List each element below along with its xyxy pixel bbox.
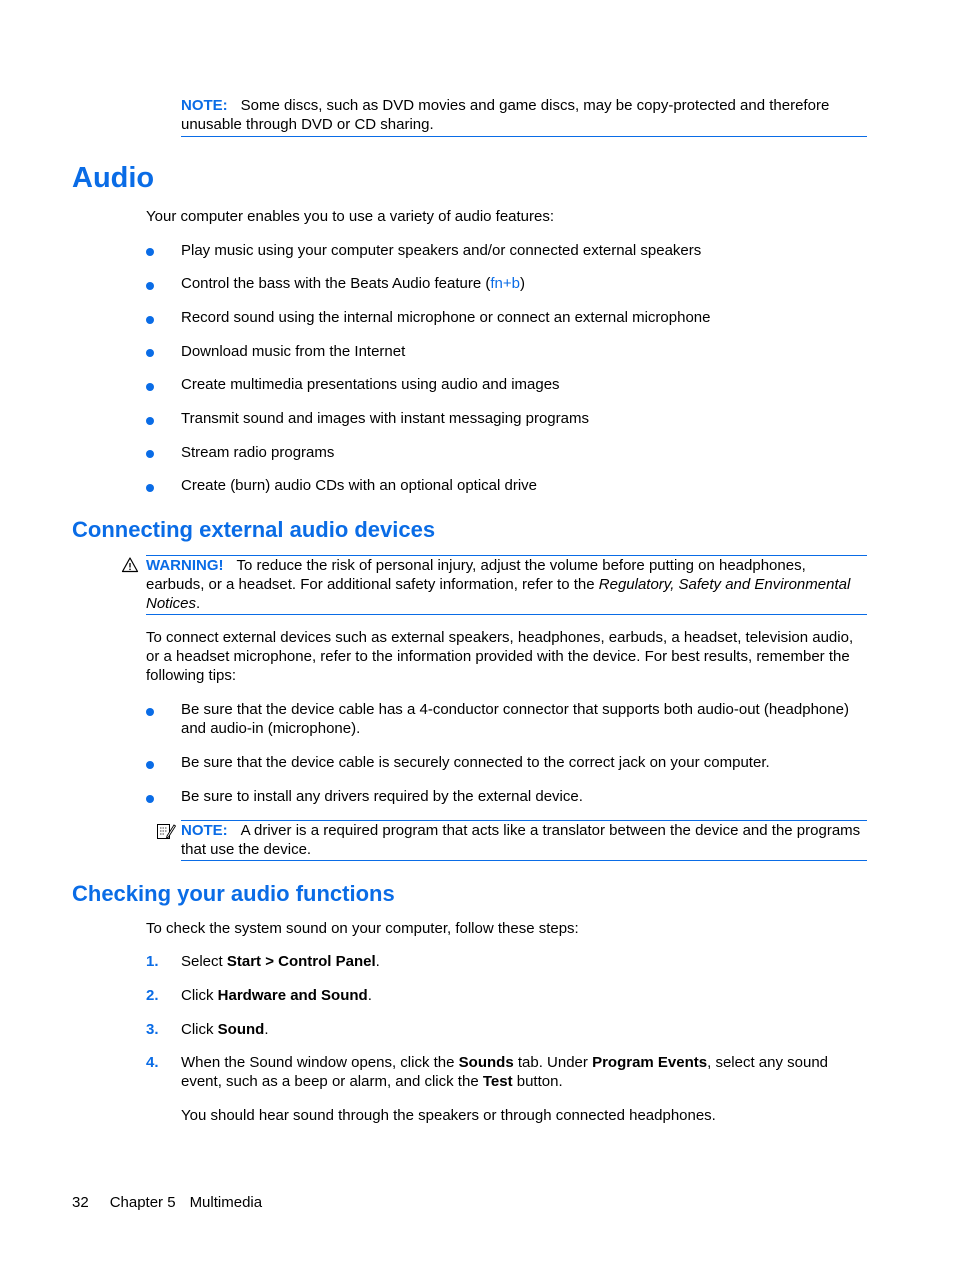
bullet-icon bbox=[146, 383, 154, 391]
list-item-text-end: ) bbox=[519, 275, 525, 292]
bullet-icon bbox=[146, 761, 154, 769]
bullet-icon bbox=[146, 349, 154, 357]
warning-text: To reduce the risk of personal injury, adjust the volume before putting on headphones, earbuds, or a headset. For additional safety information, refer to the bbox=[146, 557, 806, 593]
step-4 bbox=[181, 1053, 867, 1091]
step-bold: Hardware and Sound bbox=[217, 987, 368, 1004]
bullet-icon bbox=[146, 795, 154, 803]
driver-note bbox=[181, 820, 867, 861]
step-number: 4. bbox=[146, 1054, 159, 1071]
bullet-icon bbox=[146, 450, 154, 458]
chapter-label: Chapter 5 bbox=[109, 1194, 176, 1211]
list-item: Stream radio programs bbox=[181, 444, 335, 461]
chapter-title: Multimedia bbox=[189, 1194, 263, 1211]
warning-end: . bbox=[196, 595, 201, 612]
step-3 bbox=[181, 1020, 867, 1039]
list-item: Download music from the Internet bbox=[181, 343, 406, 360]
section-heading-checking: Checking your audio functions bbox=[72, 881, 395, 906]
note-label: NOTE: bbox=[181, 822, 228, 839]
step-bold: Sound bbox=[217, 1021, 265, 1038]
step-text: Select bbox=[181, 953, 227, 970]
step-text-end: button. bbox=[512, 1073, 563, 1090]
warning-italic-ref: Regulatory, Safety and Environmental Notices bbox=[146, 576, 851, 612]
step-number: 3. bbox=[146, 1021, 159, 1038]
list-item: Play music using your computer speakers and/or connected external speakers bbox=[181, 242, 702, 259]
note-text: A driver is a required program that acts like a translator between the device and the programs that use the device. bbox=[181, 822, 861, 858]
step-2 bbox=[181, 986, 867, 1005]
step-bold: Test bbox=[482, 1073, 513, 1090]
audio-intro: Your computer enables you to use a variety of audio features: bbox=[146, 208, 555, 225]
step-number: 2. bbox=[146, 987, 159, 1004]
bullet-icon bbox=[146, 484, 154, 492]
list-item: Create multimedia presentations using audio and images bbox=[181, 376, 560, 393]
warning-icon bbox=[121, 556, 139, 574]
step-text: tab. Under bbox=[513, 1054, 593, 1071]
step-text: Click bbox=[181, 987, 218, 1004]
list-item-text: Control the bass with the Beats Audio feature ( bbox=[181, 275, 491, 292]
bullet-icon bbox=[146, 316, 154, 324]
step-result: You should hear sound through the speakers or through connected headphones. bbox=[181, 1107, 716, 1124]
warning-box bbox=[146, 555, 867, 615]
bullet-icon bbox=[146, 417, 154, 425]
list-item: Transmit sound and images with instant messaging programs bbox=[181, 410, 589, 427]
warning-label: WARNING! bbox=[146, 557, 224, 574]
note-text: Some discs, such as DVD movies and game discs, may be copy-protected and therefore unusable through DVD or CD sharing. bbox=[181, 97, 830, 133]
step-text: , select any sound event, such as a beep or alarm, and click the bbox=[181, 1054, 829, 1090]
list-item bbox=[181, 274, 867, 293]
step-text: When the Sound window opens, click the bbox=[181, 1054, 459, 1071]
step-bold: Start > Control Panel bbox=[226, 953, 376, 970]
section-heading-connecting: Connecting external audio devices bbox=[72, 517, 436, 542]
bullet-icon bbox=[146, 282, 154, 290]
step-bold: Program Events bbox=[592, 1054, 708, 1071]
step-text: Click bbox=[181, 1021, 218, 1038]
note-label: NOTE: bbox=[181, 97, 228, 114]
list-item: Record sound using the internal microphone or connect an external microphone bbox=[181, 309, 711, 326]
list-item: Be sure that the device cable is securely connected to the correct jack on your computer. bbox=[181, 754, 770, 771]
list-item: Be sure to install any drivers required by the external device. bbox=[181, 788, 583, 805]
step-text-end: . bbox=[264, 1021, 269, 1038]
bullet-icon bbox=[146, 248, 154, 256]
connecting-intro: To connect external devices such as external speakers, headphones, earbuds, a headset, television audio, or a headset microphone, refer to the information provided with the device. For best results, remember the following tips: bbox=[146, 629, 854, 684]
list-item: Be sure that the device cable has a 4-conductor connector that supports both audio-out (headphone) and audio-in (microphone). bbox=[181, 701, 849, 737]
bullet-icon bbox=[146, 708, 154, 716]
step-1 bbox=[181, 952, 867, 971]
page-footer bbox=[72, 1193, 262, 1212]
note-icon bbox=[156, 822, 176, 840]
page-number: 32 bbox=[72, 1194, 89, 1211]
step-number: 1. bbox=[146, 953, 159, 970]
list-item: Create (burn) audio CDs with an optional optical drive bbox=[181, 477, 538, 494]
section-heading-audio: Audio bbox=[72, 162, 155, 194]
step-text-end: . bbox=[367, 987, 372, 1004]
checking-intro: To check the system sound on your computer, follow these steps: bbox=[146, 920, 579, 937]
step-bold: Sounds bbox=[458, 1054, 514, 1071]
fn-key-link[interactable]: fn+b bbox=[490, 275, 520, 292]
step-text-end: . bbox=[375, 953, 380, 970]
top-note bbox=[181, 96, 867, 137]
